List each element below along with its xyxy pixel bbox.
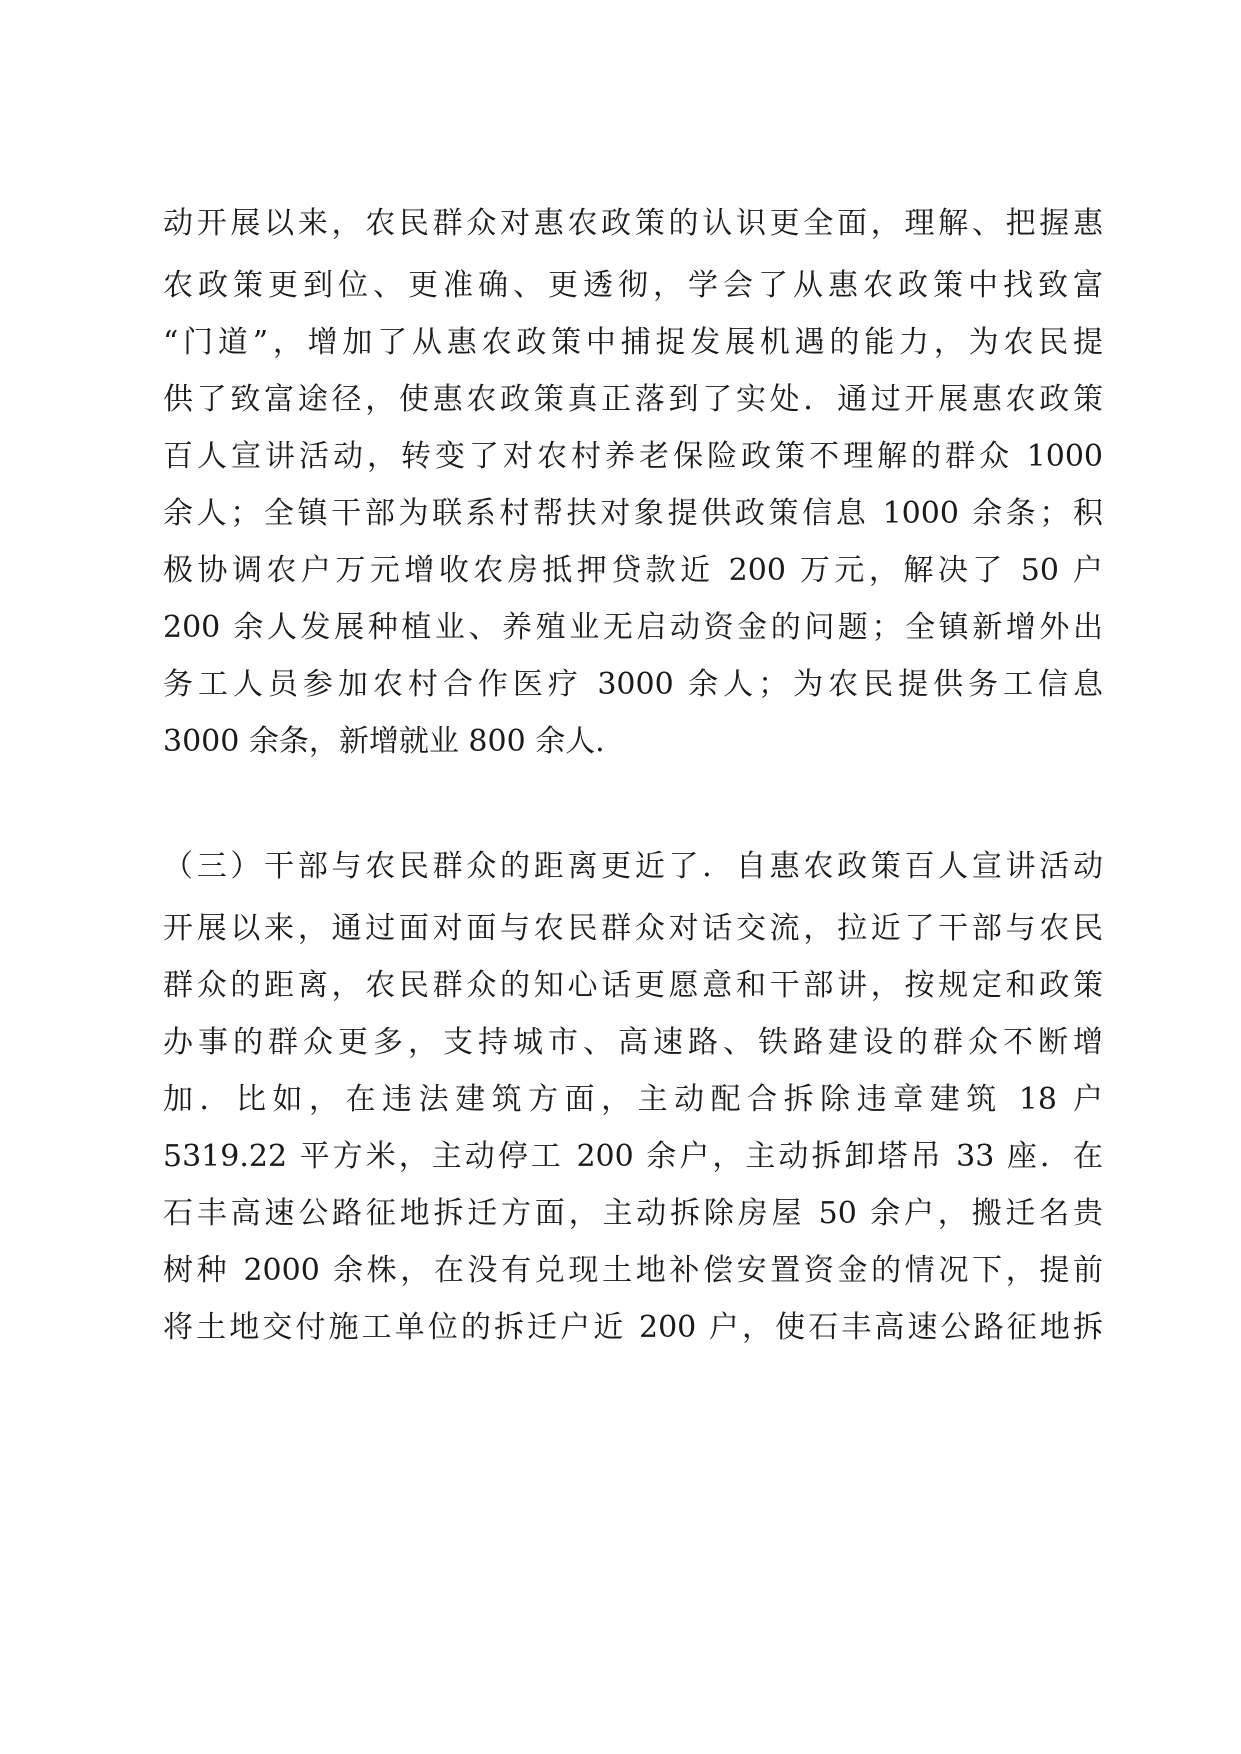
text-line: 办事的群众更多，支持城市、高速路、铁路建设的群众不断增 xyxy=(163,1025,1103,1060)
text-line: 供了致富途径，使惠农政策真正落到了实处．通过开展惠农政策 xyxy=(163,382,1103,417)
text-line: 极协调农户万元增收农房抵押贷款近 200 万元，解决了 50 户 xyxy=(163,553,1103,588)
text-line: “门道”，增加了从惠农政策中捕捉发展机遇的能力，为农民提 xyxy=(163,325,1103,360)
text-line: 200 余人发展种植业、养殖业无启动资金的问题；全镇新增外出 xyxy=(163,610,1103,645)
text-line: 开展以来，通过面对面与农民群众对话交流，拉近了干部与农民 xyxy=(163,911,1103,946)
text-line: 余人；全镇干部为联系村帮扶对象提供政策信息 1000 余条；积 xyxy=(163,496,1103,531)
text-line: 群众的距离，农民群众的知心话更愿意和干部讲，按规定和政策 xyxy=(163,968,1103,1003)
text-line: 农政策更到位、更准确、更透彻，学会了从惠农政策中找致富 xyxy=(163,268,1103,303)
text-line: 3000 余条，新增就业 800 余人． xyxy=(163,724,626,759)
text-line: 树种 2000 余株，在没有兑现土地补偿安置资金的情况下，提前 xyxy=(163,1253,1103,1288)
text-line: 务工人员参加农村合作医疗 3000 余人；为农民提供务工信息 xyxy=(163,667,1103,702)
section-heading-line: （三）干部与农民群众的距离更近了．自惠农政策百人宣讲活动 xyxy=(163,849,1103,884)
text-line: 将土地交付施工单位的拆迁户近 200 户，使石丰高速公路征地拆 xyxy=(163,1310,1103,1345)
text-line: 百人宣讲活动，转变了对农村养老保险政策不理解的群众 1000 xyxy=(163,439,1103,474)
text-line: 5319.22 平方米，主动停工 200 余户，主动拆卸塔吊 33 座．在 xyxy=(163,1139,1103,1174)
text-line: 加．比如，在违法建筑方面，主动配合拆除违章建筑 18 户 xyxy=(163,1082,1103,1117)
text-line: 动开展以来，农民群众对惠农政策的认识更全面，理解、把握惠 xyxy=(163,206,1103,241)
text-line: 石丰高速公路征地拆迁方面，主动拆除房屋 50 余户，搬迁名贵 xyxy=(163,1196,1103,1231)
